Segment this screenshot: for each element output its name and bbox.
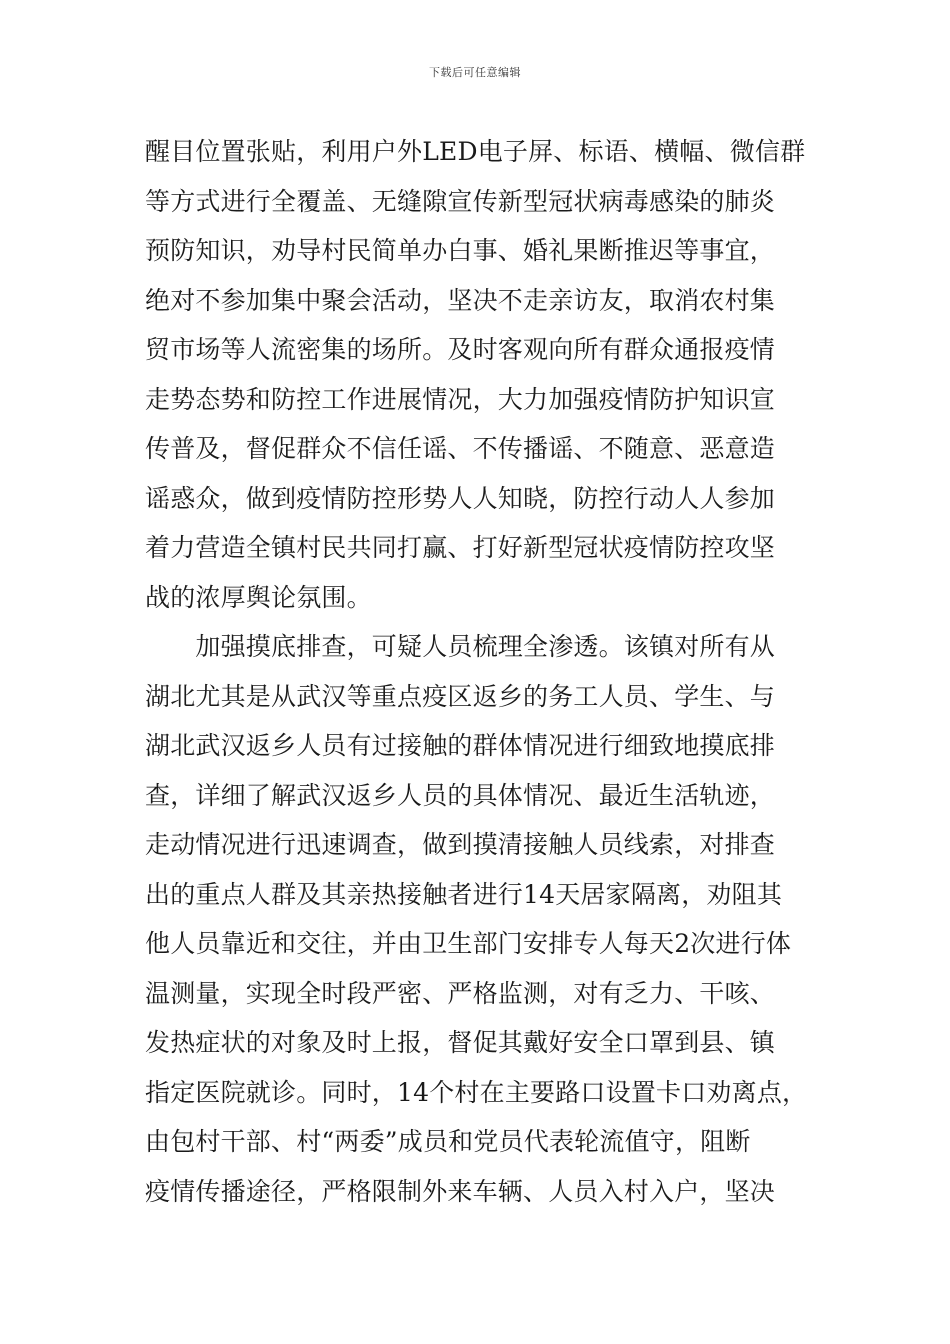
text-line: 湖北尤其是从武汉等重点疫区返乡的务工人员、学生、与 [145,681,776,711]
text-line: 发热症状的对象及时上报，督促其戴好安全口罩到县、镇 [145,1028,776,1057]
text-line: 传普及，督促群众不信任谣、不传播谣、不随意、恶意造 [145,434,776,463]
text-line: 查，详细了解武汉返乡人员的具体情况、最近生活轨迹， [145,780,776,810]
text-line: 着力营造全镇村民共同打赢、打好新型冠状疫情防控攻坚 [145,533,776,562]
text-line: 他人员靠近和交往，并由卫生部门安排专人每天2次进行体 [145,929,792,958]
text-line: 疫情传播途径，严格限制外来车辆、人员入村入户，坚决 [145,1176,776,1206]
text-line: 湖北武汉返乡人员有过接触的群体情况进行细致地摸底排 [145,731,776,760]
text-line: 走动情况进行迅速调查，做到摸清接触人员线索，对排查 [145,830,776,859]
text-line: 温测量，实现全时段严密、严格监测，对有乏力、干咳、 [145,978,776,1008]
text-line: 醒目位置张贴，利用户外LED电子屏、标语、横幅、微信群 [145,137,806,166]
text-line: 出的重点人群及其亲热接触者进行14天居家隔离，劝阻其 [145,879,783,909]
body-text [145,127,825,1216]
text-line: 走势态势和防控工作进展情况，大力加强疫情防护知识宣 [145,384,776,414]
text-line: 由包村干部、村“两委”成员和党员代表轮流值守，阻断 [145,1127,751,1156]
text-line: 预防知识，劝导村民简单办白事、婚礼果断推迟等事宜， [145,236,776,265]
text-line: 绝对不参加集中聚会活动，坚决不走亲访友，取消农村集 [145,285,776,315]
text-line: 等方式进行全覆盖、无缝隙宣传新型冠状病毒感染的肺炎 [145,186,776,216]
paragraph-start-line: 加强摸底排查，可疑人员梳理全渗透。该镇对所有从 [145,632,776,661]
page-header: 下载后可任意编辑 [429,66,521,79]
text-line: 指定医院就诊。同时，14个村在主要路口设置卡口劝离点， [145,1077,808,1107]
text-line: 战的浓厚舆论氛围。 [145,582,372,612]
text-line: 贸市场等人流密集的场所。及时客观向所有群众通报疫情 [145,335,776,364]
text-line: 谣惑众，做到疫情防控形势人人知晓，防控行动人人参加 [145,483,776,513]
